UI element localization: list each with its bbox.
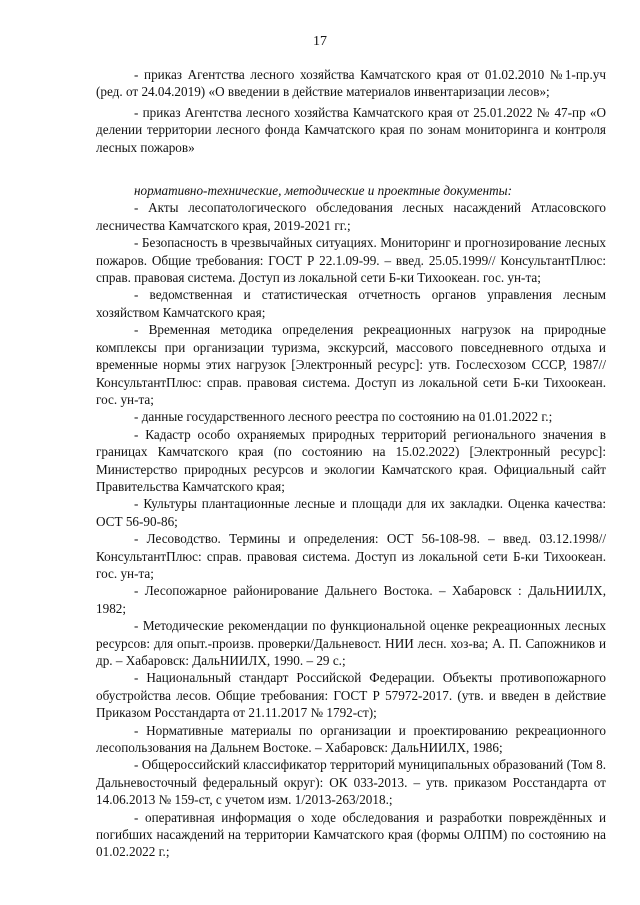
- list-item: - оперативная информация о ходе обследования и разработки повреждённых и погибших насаждений на территории Камчатского края (формы ОЛПМ) по состоянию на 01.02.2022 г.;: [96, 809, 606, 860]
- intro-item: - приказ Агентства лесного хозяйства Камчатского края от 25.01.2022 № 47-пр «О делении территории лесного фонда Камчатского края по зонам мониторинга и контроля лесных пожаров»: [96, 104, 606, 155]
- list-item: - Общероссийский классификатор территорий муниципальных образований (Том 8. Дальневосточный федеральный округ): ОК 033-2013. – утв. приказом Росстандарта от 14.06.2013 № 159-ст, с учетом изм. 1/2013-263/2018.;: [96, 757, 606, 808]
- list-item: - Методические рекомендации по функциональной оценке рекреационных лесных ресурсов: для опыт.-произв. проверки/Дальневост. НИИ лесн. хоз-ва; А. П. Сапожников и др. – Хабаровск: ДальНИИЛХ, 1990. – 29 с.;: [96, 618, 606, 668]
- list-item: - Акты лесопатологического обследования лесных насаждений Атласовского лесничества Камчатского края, 2019-2021 гг.;: [96, 200, 606, 233]
- list-item: - Временная методика определения рекреационных нагрузок на природные комплексы при организации туризма, экскурсий, массового повседневного отдыха и временные нормы этих нагрузок [Электронный ресурс]: утв. Гослесхозом СССР, 1987//КонсультантПлюс: справ. правовая система. Доступ из локальной сети Б-ки Тихоокеан. гос. ун-та;: [96, 322, 606, 407]
- list-item: - Национальный стандарт Российской Федерации. Объекты противопожарного обустройства лесов. Общие требования: ГОСТ Р 57972-2017. (утв. и введен в действие Приказом Росстандарта от 21.11.2017 № 1792-ст);: [96, 670, 606, 721]
- list-item: - данные государственного лесного реестра по состоянию на 01.01.2022 г.;: [134, 409, 553, 425]
- list-item: - Безопасность в чрезвычайных ситуациях. Мониторинг и прогнозирование лесных пожаров. Общие требования: ГОСТ Р 22.1.09-99. – введ. 25.05.1999// КонсультантПлюс: справ. правовая система. Доступ из локальной сети Б-ки Тихоокеан. гос. ун-та;: [96, 235, 606, 286]
- list-item: - Лесоводство. Термины и определения: ОСТ 56-108-98. – введ. 03.12.1998// КонсультантПлюс: справ. правовая система. Доступ из локальной сети Б-ки Тихоокеан. гос. ун-та;: [96, 531, 606, 581]
- page-number: 17: [313, 34, 327, 49]
- list-item: - ведомственная и статистическая отчетность органов управления лесным хозяйством Камчатского края;: [96, 287, 606, 320]
- page-content: [96, 66, 606, 861]
- list-item: - Лесопожарное районирование Дальнего Востока. – Хабаровск : ДальНИИЛХ, 1982;: [96, 583, 606, 616]
- section-heading: нормативно-технические, методические и проектные документы:: [134, 183, 512, 199]
- list-item: - Кадастр особо охраняемых природных территорий регионального значения в границах Камчатского края (по состоянию на 15.02.2022) [Электронный ресурс]: Министерство природных ресурсов и экологии Камчатского края. Официальный сайт Правительства Камчатского края;: [96, 426, 606, 494]
- intro-item: - приказ Агентства лесного хозяйства Камчатского края от 01.02.2010 №1-пр.уч (ред. от 24.04.2019) «О введении в действие материалов инвентаризации лесов»;: [96, 67, 606, 100]
- list-item: - Культуры плантационные лесные и площади для их закладки. Оценка качества: ОСТ 56-90-86;: [96, 496, 606, 529]
- list-item: - Нормативные материалы по организации и проектированию рекреационного лесопользования на Дальнем Востоке. – Хабаровск: ДальНИИЛХ, 1986;: [96, 722, 606, 756]
